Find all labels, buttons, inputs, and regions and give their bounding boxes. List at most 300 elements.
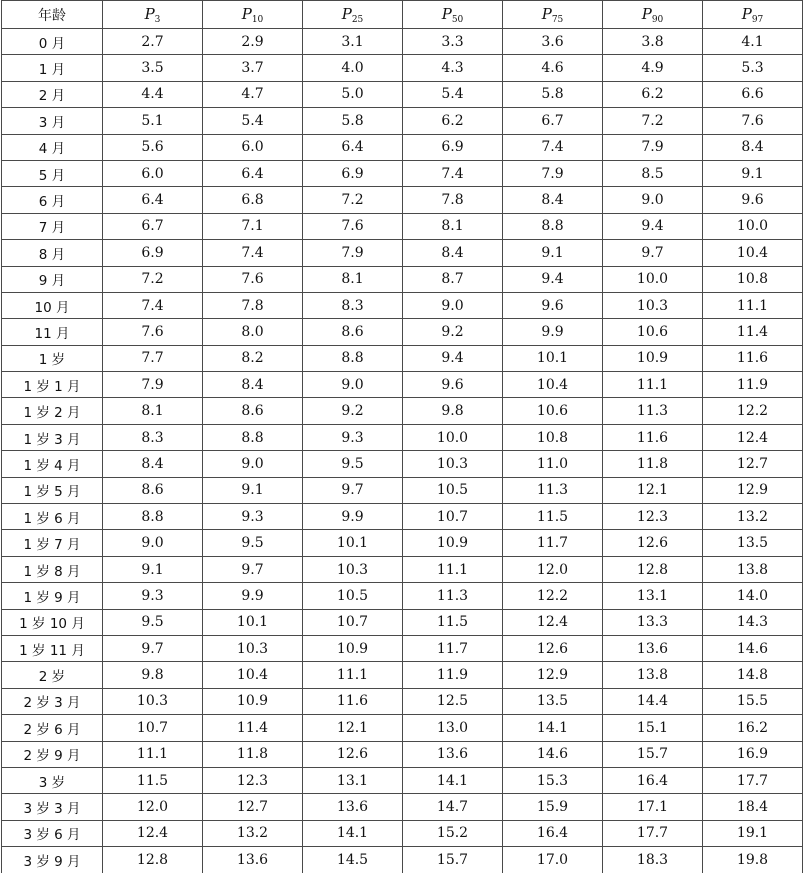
table-row [2,847,803,873]
value-cell: 13.0 [403,715,503,741]
percentile-letter: P [241,4,252,23]
age-cell: 3 岁 3 月 [2,794,103,820]
value-cell: 7.9 [503,160,603,186]
table-header [2,1,803,29]
percentile-letter: P [341,4,352,23]
value-cell: 13.1 [303,767,403,793]
table-row [2,134,803,160]
value-cell: 12.4 [503,609,603,635]
value-cell: 14.1 [303,820,403,846]
table-row [2,345,803,371]
value-cell: 7.4 [203,240,303,266]
value-cell: 15.7 [403,847,503,873]
value-cell: 14.6 [703,635,803,661]
value-cell: 5.4 [203,108,303,134]
age-cell: 1 岁 2 月 [2,398,103,424]
value-cell: 6.9 [403,134,503,160]
table-row [2,715,803,741]
value-cell: 9.1 [503,240,603,266]
age-cell: 4 月 [2,134,103,160]
value-cell: 6.7 [503,108,603,134]
value-cell: 7.4 [103,292,203,318]
value-cell: 15.3 [503,767,603,793]
value-cell: 16.2 [703,715,803,741]
percentile-subscript: 25 [351,14,364,25]
value-cell: 6.4 [103,187,203,213]
value-cell: 14.1 [403,767,503,793]
table-row [2,213,803,239]
age-cell: 3 岁 [2,767,103,793]
table-row [2,530,803,556]
value-cell: 10.8 [503,424,603,450]
table-row [2,424,803,450]
value-cell: 10.0 [703,213,803,239]
value-cell: 6.2 [603,81,703,107]
value-cell: 15.1 [603,715,703,741]
value-cell: 8.2 [203,345,303,371]
value-cell: 9.4 [603,213,703,239]
age-cell: 3 岁 9 月 [2,847,103,873]
value-cell: 8.5 [603,160,703,186]
table-row [2,292,803,318]
value-cell: 10.9 [303,635,403,661]
age-cell: 1 岁 7 月 [2,530,103,556]
value-cell: 12.7 [703,451,803,477]
value-cell: 10.0 [603,266,703,292]
value-cell: 10.7 [403,504,503,530]
value-cell: 8.6 [303,319,403,345]
value-cell: 13.5 [703,530,803,556]
value-cell: 9.5 [203,530,303,556]
value-cell: 16.4 [503,820,603,846]
age-cell: 3 月 [2,108,103,134]
table-row [2,741,803,767]
value-cell: 9.6 [403,372,503,398]
age-cell: 1 岁 3 月 [2,424,103,450]
table-row [2,81,803,107]
value-cell: 8.4 [203,372,303,398]
value-cell: 5.8 [303,108,403,134]
value-cell: 8.1 [303,266,403,292]
age-cell: 2 月 [2,81,103,107]
value-cell: 9.9 [203,583,303,609]
value-cell: 6.9 [303,160,403,186]
value-cell: 11.1 [703,292,803,318]
value-cell: 8.1 [103,398,203,424]
value-cell: 12.2 [503,583,603,609]
percentile-header [703,1,803,29]
age-cell: 1 岁 [2,345,103,371]
value-cell: 4.4 [103,81,203,107]
value-cell: 11.7 [403,635,503,661]
value-cell: 9.0 [603,187,703,213]
value-cell: 7.2 [603,108,703,134]
value-cell: 7.2 [303,187,403,213]
table-row [2,688,803,714]
value-cell: 12.5 [403,688,503,714]
value-cell: 8.4 [503,187,603,213]
age-cell: 1 月 [2,55,103,81]
value-cell: 10.7 [103,715,203,741]
percentile-header [203,1,303,29]
value-cell: 8.0 [203,319,303,345]
value-cell: 17.7 [603,820,703,846]
age-cell: 10 月 [2,292,103,318]
value-cell: 11.1 [303,662,403,688]
value-cell: 10.5 [303,583,403,609]
value-cell: 9.6 [503,292,603,318]
table-row [2,504,803,530]
value-cell: 10.4 [203,662,303,688]
value-cell: 18.3 [603,847,703,873]
value-cell: 9.5 [303,451,403,477]
value-cell: 6.4 [303,134,403,160]
value-cell: 10.3 [603,292,703,318]
value-cell: 12.4 [703,424,803,450]
value-cell: 19.8 [703,847,803,873]
value-cell: 4.7 [203,81,303,107]
value-cell: 9.7 [603,240,703,266]
table-row [2,266,803,292]
table-body [2,29,803,873]
value-cell: 12.3 [603,504,703,530]
value-cell: 11.0 [503,451,603,477]
value-cell: 13.3 [603,609,703,635]
age-cell: 5 月 [2,160,103,186]
value-cell: 8.3 [303,292,403,318]
percentile-subscript: 50 [451,14,464,25]
value-cell: 17.7 [703,767,803,793]
value-cell: 11.5 [503,504,603,530]
value-cell: 2.9 [203,29,303,55]
value-cell: 12.1 [303,715,403,741]
value-cell: 9.8 [403,398,503,424]
value-cell: 10.4 [503,372,603,398]
age-cell: 11 月 [2,319,103,345]
age-cell: 1 岁 6 月 [2,504,103,530]
value-cell: 11.4 [703,319,803,345]
value-cell: 15.5 [703,688,803,714]
value-cell: 9.6 [703,187,803,213]
table-row [2,319,803,345]
value-cell: 11.6 [703,345,803,371]
value-cell: 13.6 [603,635,703,661]
value-cell: 9.9 [303,504,403,530]
value-cell: 10.7 [303,609,403,635]
value-cell: 13.8 [703,556,803,582]
value-cell: 10.6 [603,319,703,345]
value-cell: 14.5 [303,847,403,873]
value-cell: 14.0 [703,583,803,609]
age-cell: 1 岁 1 月 [2,372,103,398]
value-cell: 8.8 [503,213,603,239]
value-cell: 7.9 [603,134,703,160]
value-cell: 11.3 [603,398,703,424]
value-cell: 3.3 [403,29,503,55]
value-cell: 7.6 [103,319,203,345]
value-cell: 13.1 [603,583,703,609]
value-cell: 11.1 [603,372,703,398]
value-cell: 7.9 [303,240,403,266]
percentile-header [103,1,203,29]
percentile-header [503,1,603,29]
percentile-letter: P [641,4,652,23]
value-cell: 15.2 [403,820,503,846]
value-cell: 12.6 [603,530,703,556]
value-cell: 3.8 [603,29,703,55]
value-cell: 9.0 [203,451,303,477]
value-cell: 14.7 [403,794,503,820]
value-cell: 5.8 [503,81,603,107]
value-cell: 5.6 [103,134,203,160]
age-cell: 2 岁 9 月 [2,741,103,767]
value-cell: 9.0 [303,372,403,398]
percentile-header [303,1,403,29]
value-cell: 14.8 [703,662,803,688]
age-cell: 0 月 [2,29,103,55]
value-cell: 14.3 [703,609,803,635]
percentile-letter: P [741,4,752,23]
value-cell: 12.9 [703,477,803,503]
value-cell: 13.2 [203,820,303,846]
value-cell: 8.3 [103,424,203,450]
value-cell: 8.7 [403,266,503,292]
value-cell: 11.1 [103,741,203,767]
value-cell: 12.2 [703,398,803,424]
value-cell: 9.9 [503,319,603,345]
value-cell: 11.5 [103,767,203,793]
table-row [2,108,803,134]
value-cell: 11.7 [503,530,603,556]
value-cell: 8.8 [303,345,403,371]
percentile-letter: P [144,4,155,23]
value-cell: 7.2 [103,266,203,292]
value-cell: 8.4 [403,240,503,266]
value-cell: 17.1 [603,794,703,820]
value-cell: 10.1 [303,530,403,556]
table-row [2,451,803,477]
value-cell: 10.3 [103,688,203,714]
value-cell: 15.7 [603,741,703,767]
value-cell: 16.9 [703,741,803,767]
value-cell: 9.3 [303,424,403,450]
value-cell: 2.7 [103,29,203,55]
age-cell: 1 岁 4 月 [2,451,103,477]
value-cell: 11.8 [203,741,303,767]
value-cell: 3.7 [203,55,303,81]
value-cell: 6.0 [203,134,303,160]
value-cell: 11.3 [403,583,503,609]
value-cell: 10.3 [303,556,403,582]
table-row [2,477,803,503]
percentile-subscript: 97 [751,14,764,25]
value-cell: 10.9 [403,530,503,556]
table-row [2,662,803,688]
value-cell: 9.3 [103,583,203,609]
value-cell: 13.5 [503,688,603,714]
value-cell: 6.6 [703,81,803,107]
value-cell: 4.9 [603,55,703,81]
age-cell: 7 月 [2,213,103,239]
value-cell: 9.0 [403,292,503,318]
value-cell: 10.1 [503,345,603,371]
value-cell: 10.8 [703,266,803,292]
percentile-subscript: 3 [154,14,161,25]
header-row [2,1,803,29]
value-cell: 3.6 [503,29,603,55]
value-cell: 12.3 [203,767,303,793]
value-cell: 7.6 [303,213,403,239]
value-cell: 14.1 [503,715,603,741]
value-cell: 9.0 [103,530,203,556]
value-cell: 11.4 [203,715,303,741]
value-cell: 7.4 [403,160,503,186]
value-cell: 12.7 [203,794,303,820]
value-cell: 10.0 [403,424,503,450]
value-cell: 6.8 [203,187,303,213]
value-cell: 6.4 [203,160,303,186]
percentile-header [603,1,703,29]
value-cell: 6.9 [103,240,203,266]
age-cell: 2 岁 3 月 [2,688,103,714]
value-cell: 5.1 [103,108,203,134]
value-cell: 12.8 [603,556,703,582]
value-cell: 8.6 [203,398,303,424]
value-cell: 12.9 [503,662,603,688]
value-cell: 8.6 [103,477,203,503]
value-cell: 6.2 [403,108,503,134]
value-cell: 7.6 [203,266,303,292]
age-column-header: 年龄 [2,1,103,29]
value-cell: 9.1 [703,160,803,186]
value-cell: 13.8 [603,662,703,688]
value-cell: 13.6 [203,847,303,873]
value-cell: 10.4 [703,240,803,266]
value-cell: 9.7 [103,635,203,661]
value-cell: 18.4 [703,794,803,820]
value-cell: 10.9 [203,688,303,714]
age-cell: 2 岁 6 月 [2,715,103,741]
value-cell: 12.0 [103,794,203,820]
value-cell: 11.6 [603,424,703,450]
value-cell: 7.4 [503,134,603,160]
value-cell: 6.0 [103,160,203,186]
percentile-header [403,1,503,29]
value-cell: 9.5 [103,609,203,635]
value-cell: 9.2 [403,319,503,345]
table-row [2,635,803,661]
percentile-subscript: 75 [551,14,564,25]
weight-percentile-table [1,0,803,873]
value-cell: 11.5 [403,609,503,635]
table-row [2,240,803,266]
value-cell: 16.4 [603,767,703,793]
value-cell: 11.3 [503,477,603,503]
value-cell: 12.1 [603,477,703,503]
age-cell: 1 岁 10 月 [2,609,103,635]
table-row [2,794,803,820]
table-row [2,767,803,793]
table-row [2,29,803,55]
table-row [2,398,803,424]
percentile-letter: P [441,4,452,23]
table-row [2,372,803,398]
value-cell: 5.3 [703,55,803,81]
value-cell: 11.9 [703,372,803,398]
age-cell: 1 岁 11 月 [2,635,103,661]
value-cell: 8.1 [403,213,503,239]
value-cell: 8.8 [203,424,303,450]
value-cell: 12.8 [103,847,203,873]
value-cell: 14.4 [603,688,703,714]
value-cell: 10.3 [203,635,303,661]
value-cell: 12.6 [303,741,403,767]
value-cell: 7.8 [403,187,503,213]
percentile-subscript: 90 [651,14,664,25]
table-row [2,556,803,582]
value-cell: 13.6 [303,794,403,820]
table-row [2,820,803,846]
table-row [2,55,803,81]
value-cell: 10.3 [403,451,503,477]
value-cell: 19.1 [703,820,803,846]
value-cell: 9.4 [503,266,603,292]
value-cell: 7.8 [203,292,303,318]
value-cell: 9.1 [103,556,203,582]
value-cell: 4.3 [403,55,503,81]
value-cell: 10.1 [203,609,303,635]
value-cell: 12.6 [503,635,603,661]
value-cell: 4.1 [703,29,803,55]
value-cell: 5.4 [403,81,503,107]
value-cell: 17.0 [503,847,603,873]
value-cell: 5.0 [303,81,403,107]
age-cell: 1 岁 9 月 [2,583,103,609]
value-cell: 8.8 [103,504,203,530]
age-cell: 2 岁 [2,662,103,688]
value-cell: 9.7 [203,556,303,582]
value-cell: 7.7 [103,345,203,371]
age-cell: 3 岁 6 月 [2,820,103,846]
value-cell: 7.1 [203,213,303,239]
value-cell: 13.2 [703,504,803,530]
value-cell: 7.9 [103,372,203,398]
value-cell: 7.6 [703,108,803,134]
value-cell: 13.6 [403,741,503,767]
value-cell: 9.2 [303,398,403,424]
value-cell: 9.7 [303,477,403,503]
table-row [2,187,803,213]
table-row [2,583,803,609]
age-cell: 9 月 [2,266,103,292]
value-cell: 15.9 [503,794,603,820]
value-cell: 10.5 [403,477,503,503]
value-cell: 6.7 [103,213,203,239]
value-cell: 11.8 [603,451,703,477]
value-cell: 12.4 [103,820,203,846]
value-cell: 9.3 [203,504,303,530]
value-cell: 8.4 [703,134,803,160]
value-cell: 8.4 [103,451,203,477]
value-cell: 4.0 [303,55,403,81]
value-cell: 9.4 [403,345,503,371]
age-cell: 8 月 [2,240,103,266]
value-cell: 9.1 [203,477,303,503]
table-row [2,609,803,635]
percentile-subscript: 10 [251,14,264,25]
value-cell: 11.1 [403,556,503,582]
age-cell: 1 岁 5 月 [2,477,103,503]
